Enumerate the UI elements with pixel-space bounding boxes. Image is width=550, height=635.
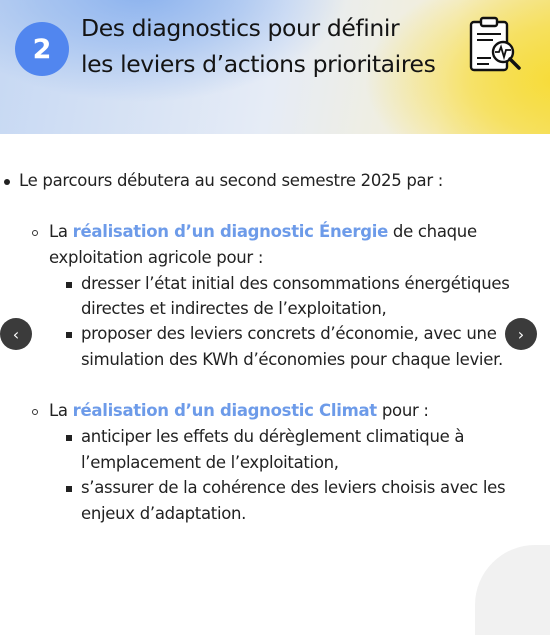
chevron-left-icon: ‹: [12, 324, 20, 344]
energie-highlight: réalisation d’un diagnostic Énergie: [72, 222, 388, 241]
chevron-right-icon: ›: [517, 324, 525, 344]
energie-item-2-line-1: proposer des leviers concrets d’économie, avec une: [81, 324, 497, 343]
header-banner: [0, 0, 550, 134]
bullet-square: [66, 435, 72, 441]
energie-item-1-line-2: directes et indirectes de l’exploitation,: [81, 299, 387, 318]
clipboard-diagnostic-icon: [463, 14, 527, 78]
energie-prefix: La: [49, 222, 73, 241]
bullet-circle: [32, 230, 38, 236]
bullet-square: [66, 282, 72, 288]
step-number-badge: 2: [15, 22, 69, 76]
climat-suffix: pour :: [376, 401, 429, 420]
climat-item-1-line-2: l’emplacement de l’exploitation,: [81, 453, 339, 472]
climat-highlight: réalisation d’un diagnostic Climat: [72, 401, 377, 420]
energie-line-1: [49, 222, 477, 241]
intro-text: Le parcours débutera au second semestre 2025 par :: [19, 171, 444, 190]
climat-item-2-line-1: s’assurer de la cohérence des leviers choisis avec les: [81, 478, 506, 497]
banner-title: [81, 10, 461, 82]
climat-prefix: La: [49, 401, 73, 420]
energie-suffix: de chaque: [387, 222, 477, 241]
bullet-circle: [32, 409, 38, 415]
energie-item-1-line-1: dresser l’état initial des consommations énergétiques: [81, 274, 510, 293]
banner-title-line-2: les leviers d’actions prioritaires: [81, 50, 436, 78]
climat-line-1: [49, 401, 429, 420]
bullet-square: [66, 332, 72, 338]
bullet-disc: [4, 179, 10, 185]
bullet-square: [66, 486, 72, 492]
climat-item-1-line-1: anticiper les effets du dérèglement climatique à: [81, 427, 465, 446]
banner-title-line-1: Des diagnostics pour définir: [81, 14, 400, 42]
climat-item-2-line-2: enjeux d’adaptation.: [81, 504, 247, 523]
energie-item-2-line-2: simulation des KWh d’économies pour chaque levier.: [81, 350, 503, 369]
energie-line-2: exploitation agricole pour :: [49, 248, 264, 267]
corner-decoration: [475, 545, 550, 635]
carousel-next-button[interactable]: [505, 318, 537, 350]
carousel-prev-button[interactable]: [0, 318, 32, 350]
